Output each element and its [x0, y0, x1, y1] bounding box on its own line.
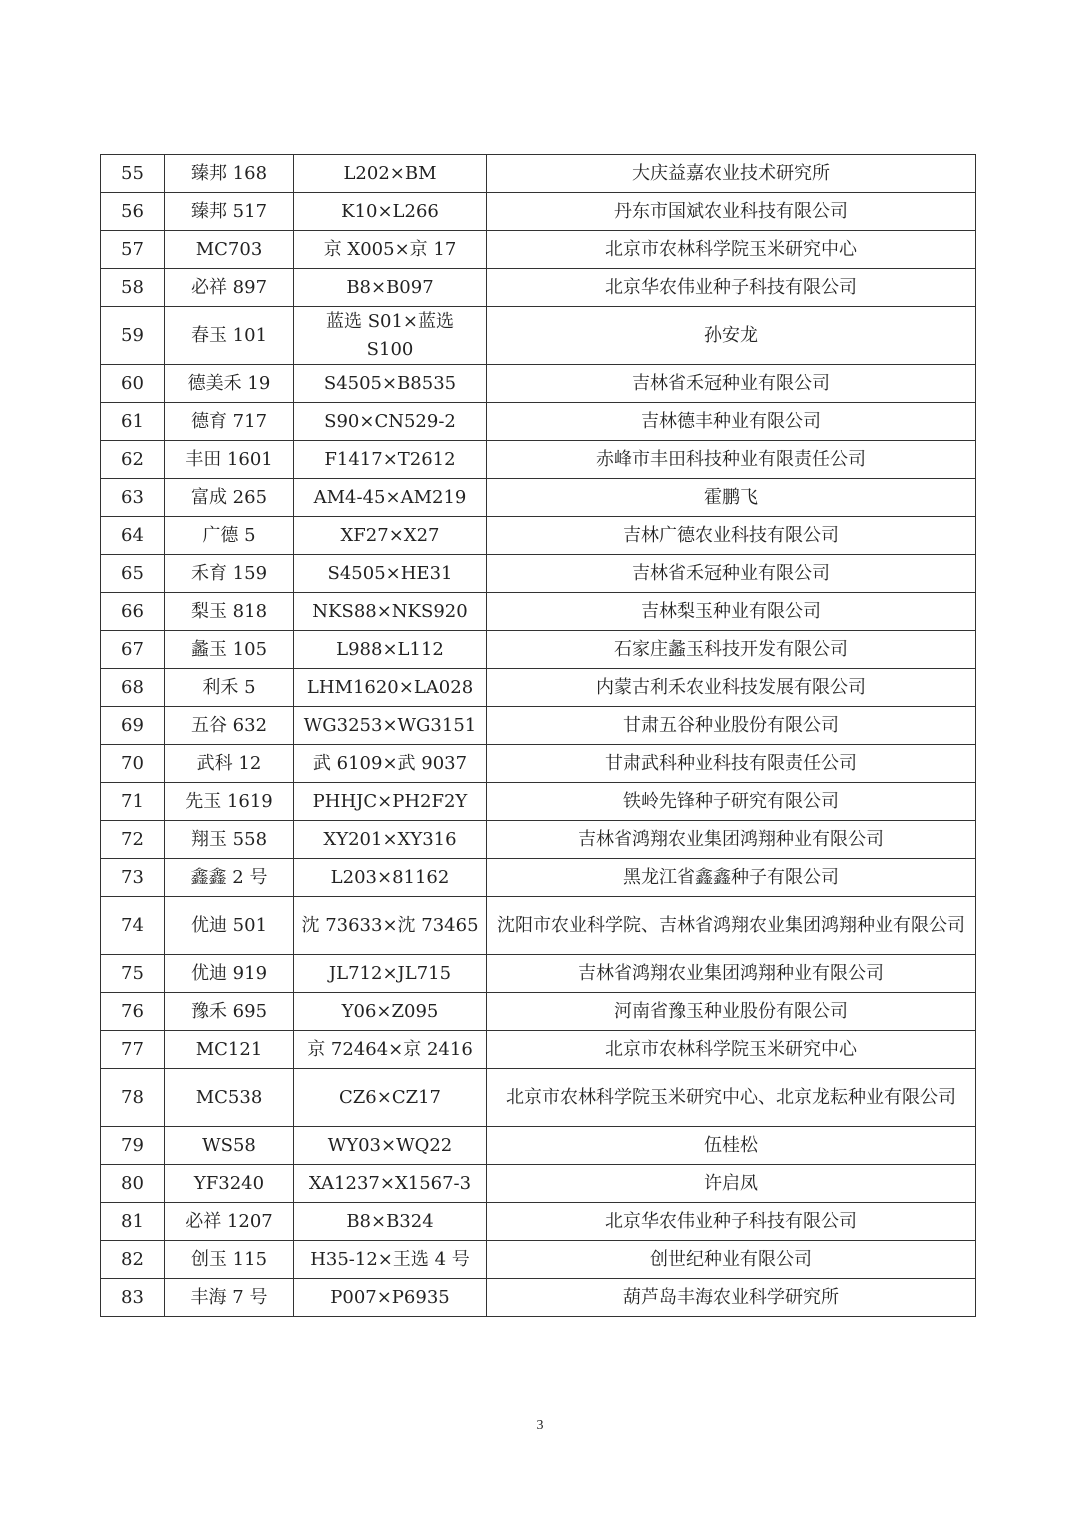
row-number: 83	[101, 1279, 165, 1317]
row-number: 82	[101, 1241, 165, 1279]
row-number: 56	[101, 193, 165, 231]
table-row	[101, 745, 976, 783]
parent-cross: Y06×Z095	[294, 993, 487, 1031]
row-number: 75	[101, 955, 165, 993]
parent-cross: 京 X005×京 17	[294, 231, 487, 269]
applicant-org: 吉林梨玉种业有限公司	[487, 593, 976, 631]
table-row	[101, 821, 976, 859]
applicant-org: 北京市农林科学院玉米研究中心	[487, 1031, 976, 1069]
variety-name: 春玉 101	[165, 307, 294, 365]
parent-cross: PHHJC×PH2F2Y	[294, 783, 487, 821]
parent-cross: S90×CN529-2	[294, 403, 487, 441]
row-number: 80	[101, 1165, 165, 1203]
parent-cross: S4505×HE31	[294, 555, 487, 593]
table-row	[101, 193, 976, 231]
table-row	[101, 517, 976, 555]
table-row	[101, 403, 976, 441]
table-row	[101, 555, 976, 593]
table-row	[101, 307, 976, 365]
parent-cross: 武 6109×武 9037	[294, 745, 487, 783]
parent-cross: JL712×JL715	[294, 955, 487, 993]
parent-cross: NKS88×NKS920	[294, 593, 487, 631]
parent-cross: 蓝选 S01×蓝选 S100	[294, 307, 487, 365]
parent-cross: B8×B097	[294, 269, 487, 307]
table-row	[101, 707, 976, 745]
applicant-org: 甘肃武科种业科技有限责任公司	[487, 745, 976, 783]
variety-name: 必祥 1207	[165, 1203, 294, 1241]
applicant-org: 伍桂松	[487, 1127, 976, 1165]
applicant-org: 北京市农林科学院玉米研究中心、北京龙耘种业有限公司	[487, 1069, 976, 1127]
row-number: 58	[101, 269, 165, 307]
variety-name: 丰海 7 号	[165, 1279, 294, 1317]
row-number: 77	[101, 1031, 165, 1069]
applicant-org: 河南省豫玉种业股份有限公司	[487, 993, 976, 1031]
parent-cross: AM4-45×AM219	[294, 479, 487, 517]
applicant-org: 北京华农伟业种子科技有限公司	[487, 1203, 976, 1241]
variety-name: 五谷 632	[165, 707, 294, 745]
variety-name: 创玉 115	[165, 1241, 294, 1279]
row-number: 62	[101, 441, 165, 479]
row-number: 57	[101, 231, 165, 269]
applicant-org: 丹东市国斌农业科技有限公司	[487, 193, 976, 231]
variety-name: 翔玉 558	[165, 821, 294, 859]
applicant-org: 内蒙古利禾农业科技发展有限公司	[487, 669, 976, 707]
row-number: 61	[101, 403, 165, 441]
row-number: 76	[101, 993, 165, 1031]
applicant-org: 铁岭先锋种子研究有限公司	[487, 783, 976, 821]
table-row	[101, 1069, 976, 1127]
applicant-org: 吉林省鸿翔农业集团鸿翔种业有限公司	[487, 821, 976, 859]
applicant-org: 吉林省鸿翔农业集团鸿翔种业有限公司	[487, 955, 976, 993]
variety-name: MC538	[165, 1069, 294, 1127]
applicant-org: 大庆益嘉农业技术研究所	[487, 155, 976, 193]
parent-cross: F1417×T2612	[294, 441, 487, 479]
row-number: 71	[101, 783, 165, 821]
table-row	[101, 269, 976, 307]
variety-name: 臻邦 517	[165, 193, 294, 231]
row-number: 65	[101, 555, 165, 593]
applicant-org: 创世纪种业有限公司	[487, 1241, 976, 1279]
table-row	[101, 441, 976, 479]
parent-cross: LHM1620×LA028	[294, 669, 487, 707]
applicant-org: 北京华农伟业种子科技有限公司	[487, 269, 976, 307]
row-number: 64	[101, 517, 165, 555]
variety-table-body	[101, 155, 976, 1317]
table-row	[101, 365, 976, 403]
variety-name: 优迪 919	[165, 955, 294, 993]
table-row	[101, 1031, 976, 1069]
parent-cross: WG3253×WG3151	[294, 707, 487, 745]
variety-name: 利禾 5	[165, 669, 294, 707]
table-row	[101, 993, 976, 1031]
row-number: 59	[101, 307, 165, 365]
row-number: 70	[101, 745, 165, 783]
variety-name: 臻邦 168	[165, 155, 294, 193]
table-row	[101, 669, 976, 707]
table-row	[101, 479, 976, 517]
parent-cross: XF27×X27	[294, 517, 487, 555]
variety-name: 广德 5	[165, 517, 294, 555]
variety-name: 优迪 501	[165, 897, 294, 955]
parent-cross: 沈 73633×沈 73465	[294, 897, 487, 955]
table-row	[101, 859, 976, 897]
applicant-org: 吉林省禾冠种业有限公司	[487, 555, 976, 593]
applicant-org: 吉林广德农业科技有限公司	[487, 517, 976, 555]
row-number: 72	[101, 821, 165, 859]
row-number: 74	[101, 897, 165, 955]
parent-cross: L988×L112	[294, 631, 487, 669]
table-row	[101, 1203, 976, 1241]
applicant-org: 北京市农林科学院玉米研究中心	[487, 231, 976, 269]
variety-name: 丰田 1601	[165, 441, 294, 479]
applicant-org: 黑龙江省鑫鑫种子有限公司	[487, 859, 976, 897]
variety-name: YF3240	[165, 1165, 294, 1203]
variety-name: 必祥 897	[165, 269, 294, 307]
page-number: 3	[536, 1418, 544, 1433]
table-row	[101, 1279, 976, 1317]
row-number: 55	[101, 155, 165, 193]
applicant-org: 许启凤	[487, 1165, 976, 1203]
table-row	[101, 155, 976, 193]
applicant-org: 沈阳市农业科学院、吉林省鸿翔农业集团鸿翔种业有限公司	[487, 897, 976, 955]
row-number: 68	[101, 669, 165, 707]
parent-cross: XY201×XY316	[294, 821, 487, 859]
variety-name: 豫禾 695	[165, 993, 294, 1031]
row-number: 66	[101, 593, 165, 631]
table-row	[101, 955, 976, 993]
parent-cross: S4505×B8535	[294, 365, 487, 403]
table-row	[101, 1127, 976, 1165]
table-row	[101, 231, 976, 269]
variety-name: 鑫鑫 2 号	[165, 859, 294, 897]
variety-name: 富成 265	[165, 479, 294, 517]
variety-name: 德美禾 19	[165, 365, 294, 403]
table-row	[101, 897, 976, 955]
variety-name: 武科 12	[165, 745, 294, 783]
table-row	[101, 783, 976, 821]
parent-cross: CZ6×CZ17	[294, 1069, 487, 1127]
table-row	[101, 1241, 976, 1279]
table-row	[101, 1165, 976, 1203]
table-row	[101, 631, 976, 669]
parent-cross: L202×BM	[294, 155, 487, 193]
variety-name: MC121	[165, 1031, 294, 1069]
applicant-org: 吉林省禾冠种业有限公司	[487, 365, 976, 403]
row-number: 67	[101, 631, 165, 669]
row-number: 69	[101, 707, 165, 745]
parent-cross: H35-12×王选 4 号	[294, 1241, 487, 1279]
variety-name: 蠡玉 105	[165, 631, 294, 669]
variety-name: 先玉 1619	[165, 783, 294, 821]
table-row	[101, 593, 976, 631]
variety-name: 梨玉 818	[165, 593, 294, 631]
applicant-org: 霍鹏飞	[487, 479, 976, 517]
parent-cross: XA1237×X1567-3	[294, 1165, 487, 1203]
row-number: 63	[101, 479, 165, 517]
row-number: 81	[101, 1203, 165, 1241]
applicant-org: 孙安龙	[487, 307, 976, 365]
applicant-org: 甘肃五谷种业股份有限公司	[487, 707, 976, 745]
applicant-org: 葫芦岛丰海农业科学研究所	[487, 1279, 976, 1317]
applicant-org: 吉林德丰种业有限公司	[487, 403, 976, 441]
row-number: 73	[101, 859, 165, 897]
parent-cross: L203×81162	[294, 859, 487, 897]
applicant-org: 赤峰市丰田科技种业有限责任公司	[487, 441, 976, 479]
row-number: 60	[101, 365, 165, 403]
row-number: 78	[101, 1069, 165, 1127]
parent-cross: WY03×WQ22	[294, 1127, 487, 1165]
parent-cross: B8×B324	[294, 1203, 487, 1241]
variety-table	[100, 154, 976, 1317]
row-number: 79	[101, 1127, 165, 1165]
variety-name: WS58	[165, 1127, 294, 1165]
applicant-org: 石家庄蠡玉科技开发有限公司	[487, 631, 976, 669]
variety-name: MC703	[165, 231, 294, 269]
variety-name: 德育 717	[165, 403, 294, 441]
parent-cross: K10×L266	[294, 193, 487, 231]
variety-name: 禾育 159	[165, 555, 294, 593]
parent-cross: 京 72464×京 2416	[294, 1031, 487, 1069]
parent-cross: P007×P6935	[294, 1279, 487, 1317]
